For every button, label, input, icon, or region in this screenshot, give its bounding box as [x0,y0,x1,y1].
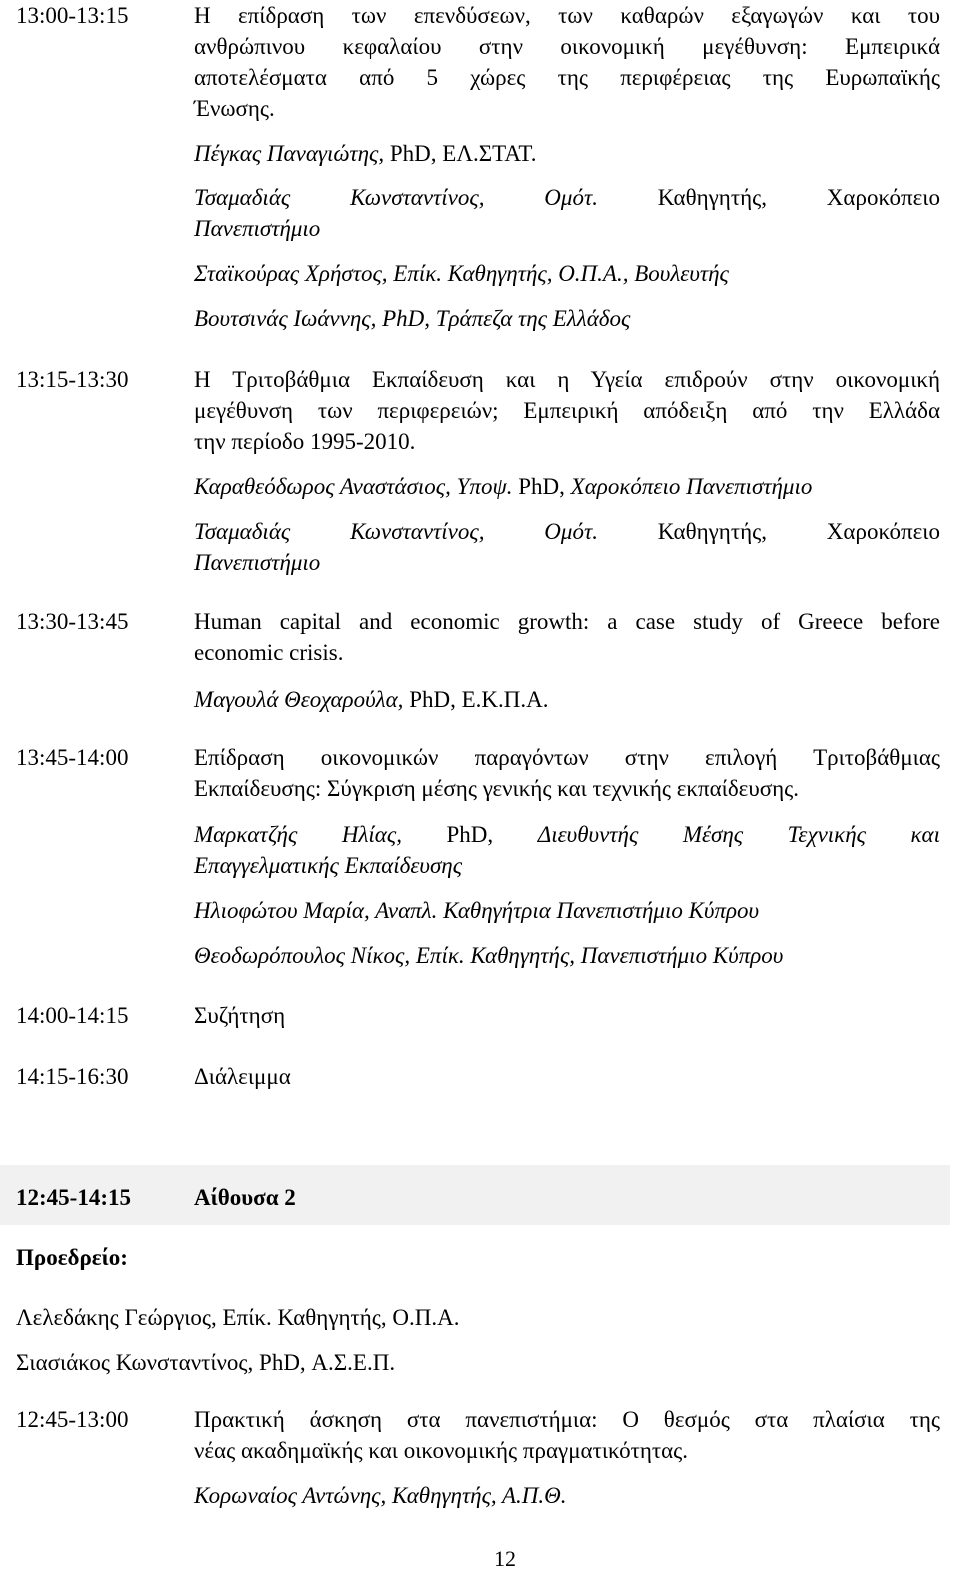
talk-title-line: Εκπαίδευσης: Σύγκριση μέσης γενικής και τεχνικής εκπαίδευσης. [194,776,799,801]
author-entry [194,819,940,850]
talk-title-line: Ένωσης. [194,96,275,121]
author-entry [194,516,940,547]
talk-title-line: Η επίδραση των επενδύσεων, των καθαρών εξαγωγών και του [194,3,940,28]
slot-content [194,0,940,124]
author-affiliation: Καθηγητής, Ο.Π.Α. [442,261,623,286]
author-entry [194,471,940,502]
author-name: Τσαμαδιάς Κωνσταντίνος, Ομότ. [194,519,598,544]
author-affiliation: Καθηγήτρια Πανεπιστήμιο Κύπρου [437,898,760,923]
author-affiliation: Καθηγητής, Χαροκόπειο [597,519,940,544]
talk-title-line: μεγέθυνση των περιφερειών; Εμπειρική απόδειξη από την Ελλάδα [194,398,940,423]
chair-label: Προεδρείο: [16,1245,128,1270]
slot-title: Συζήτηση [194,1003,286,1028]
session-time: 12:45-14:15 [16,1185,131,1210]
author-name: Ηλιοφώτου Μαρία, Αναπλ. [194,898,438,923]
author-entry [194,940,940,971]
author-affiliation: PhD, ΕΛ.ΣΤΑΤ. [384,141,537,166]
slot-time: 13:30-13:45 [16,609,129,634]
slot-content [194,1404,940,1466]
author-entry: Βουτσινάς Ιωάννης, PhD, Τράπεζα της Ελλάδος [194,306,631,331]
author-affiliation: Καθηγητής, Χαροκόπειο [597,185,940,210]
author-name: Μαρκατζής Ηλίας, [194,822,402,847]
session-room: Αίθουσα 2 [194,1185,296,1210]
talk-title-line: την περίοδο 1995-2010. [194,429,416,454]
slot-title: Διάλειμμα [194,1064,291,1089]
author-role-cont: Επαγγελματικής Εκπαίδευσης [194,853,463,878]
talk-title-line: Πρακτική άσκηση στα πανεπιστήμια: Ο θεσμός στα πλαίσια της [194,1407,940,1432]
author-affiliation: Χαροκόπειο Πανεπιστήμιο [570,474,813,499]
author-name: Θεοδωρόπουλος Νίκος, Επίκ. [194,943,465,968]
talk-title-line: Η Τριτοβάθμια Εκπαίδευση και η Υγεία επιδρούν στην οικονομική [194,367,940,392]
author-entry [194,182,940,213]
author-name: Τσαμαδιάς Κωνσταντίνος, Ομότ. [194,185,598,210]
author-entry: Κορωναίος Αντώνης, Καθηγητής, Α.Π.Θ. [194,1483,567,1508]
slot-content [194,364,940,457]
author-role: Διευθυντής Μέσης Τεχνικής και [537,822,941,847]
author-affiliation: PhD, Ε.Κ.Π.Α. [403,687,549,712]
slot-time: 13:00-13:15 [16,3,129,28]
author-name: Μαγουλά Θεοχαρούλα, [194,687,404,712]
talk-title-line: Human capital and economic growth: a case study of Greece before [194,609,940,634]
author-affiliation: Καθηγητής, Πανεπιστήμιο Κύπρου [464,943,784,968]
page-number: 12 [494,1546,516,1571]
chair-person: Σιασιάκος Κωνσταντίνος, PhD, Α.Σ.Ε.Π. [16,1350,396,1375]
talk-title-line: ανθρώπινου κεφαλαίου στην οικονομική μεγέθυνση: Εμπειρικά [194,34,940,59]
slot-time: 14:00-14:15 [16,1003,129,1028]
session-header-bar [0,1165,950,1225]
author-role: , Βουλευτής [622,261,729,286]
author-affiliation: PhD, [512,474,571,499]
author-name: Καραθεόδωρος Αναστάσιος, Υποψ. [194,474,513,499]
slot-content [194,742,940,804]
slot-time: 14:15-16:30 [16,1064,129,1089]
author-entry [194,138,940,169]
slot-time: 12:45-13:00 [16,1407,129,1432]
talk-title-line: νέας ακαδημαϊκής και οικονομικής πραγματικότητας. [194,1438,689,1463]
talk-title-line: Επίδραση οικονομικών παραγόντων στην επιλογή Τριτοβάθμιας [194,745,940,770]
author-entry [194,684,940,715]
author-entry [194,258,940,289]
talk-title-line: economic crisis. [194,640,344,665]
slot-time: 13:15-13:30 [16,367,129,392]
author-name: Σταϊκούρας Χρήστος, Επίκ. [194,261,443,286]
author-affiliation: PhD, [401,822,538,847]
slot-time: 13:45-14:00 [16,745,129,770]
slot-content [194,606,940,668]
author-affiliation-cont: Πανεπιστήμιο [194,550,321,575]
chair-person: Λελεδάκης Γεώργιος, Επίκ. Καθηγητής, Ο.Π.Α. [16,1305,460,1330]
author-affiliation-cont: Πανεπιστήμιο [194,216,321,241]
author-name: Πέγκας Παναγιώτης, [194,141,385,166]
author-entry [194,895,940,926]
talk-title-line: αποτελέσματα από 5 χώρες της περιφέρειας της Ευρωπαϊκής [194,65,940,90]
